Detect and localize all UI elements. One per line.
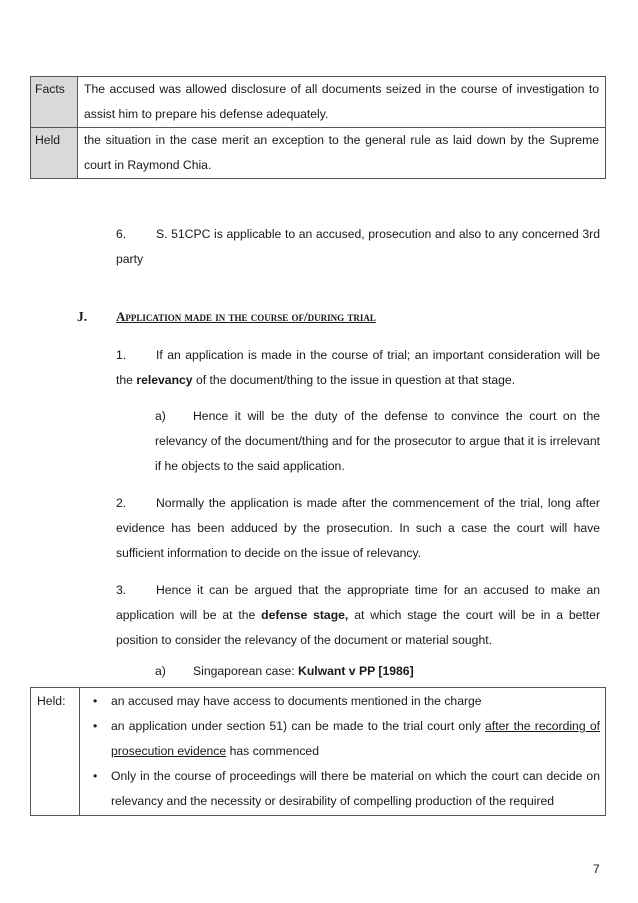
- held-table: [30, 687, 606, 816]
- paragraph-text: Normally the application is made after the commencement of the trial, long after evidence has been adduced by the prosecution. In such a case the court will have sufficient information to decide on the issue of relevancy.: [116, 496, 600, 560]
- list-item: [81, 714, 600, 764]
- list-item-text: Only in the course of proceedings will there be material on which the court can decide on relevancy and the necessity or desirability of compelling production of the required: [111, 769, 600, 808]
- paragraph-number: a): [155, 664, 166, 678]
- bullet-icon: •: [93, 694, 98, 708]
- underlined-text: after the recording of prosecution evidence: [111, 719, 601, 758]
- list-item: [81, 764, 600, 814]
- section-title: Application made in the course of/during trial: [116, 309, 376, 324]
- section-heading: [77, 309, 376, 325]
- bold-term: defense stage,: [261, 608, 349, 622]
- section-letter: J.: [77, 309, 88, 324]
- paragraph-3a: [155, 659, 600, 684]
- case-summary-table: [30, 76, 606, 179]
- row-label: Facts: [31, 77, 78, 128]
- paragraph-1: [116, 343, 600, 393]
- row-text: the situation in the case merit an exception to the general rule as laid down by the Supreme court in Raymond Chia.: [78, 128, 606, 179]
- table-row: [31, 128, 606, 179]
- bullet-list: [81, 689, 604, 814]
- row-text: The accused was allowed disclosure of all documents seized in the course of investigation to assist him to prepare his defense adequately.: [78, 77, 606, 128]
- paragraph-2: [116, 491, 600, 566]
- held-points: [80, 688, 606, 816]
- paragraph-3: [116, 578, 600, 653]
- paragraph-1a: [155, 404, 600, 479]
- paragraph-text: of the document/thing to the issue in question at that stage.: [192, 373, 516, 387]
- table-row: [31, 77, 606, 128]
- case-name: Kulwant v PP [1986]: [298, 664, 414, 678]
- row-label: Held:: [31, 688, 80, 816]
- paragraph-number: 3.: [116, 583, 127, 597]
- bullet-icon: •: [93, 719, 98, 733]
- row-label: Held: [31, 128, 78, 179]
- paragraph-6: [116, 222, 600, 272]
- paragraph-text: Hence it will be the duty of the defense to convince the court on the relevancy of the document/thing and for the prosecutor to argue that it is irrelevant if he objects to the said application.: [155, 409, 600, 473]
- bold-term: relevancy: [136, 373, 193, 387]
- page-number: 7: [593, 862, 600, 876]
- paragraph-number: a): [155, 409, 166, 423]
- paragraph-text: S. 51CPC is applicable to an accused, prosecution and also to any concerned 3rd party: [116, 227, 600, 266]
- list-item: [81, 689, 600, 714]
- table-row: [31, 688, 606, 816]
- list-item-text: has commenced: [226, 744, 319, 758]
- bullet-icon: •: [93, 769, 98, 783]
- paragraph-number: 2.: [116, 496, 127, 510]
- paragraph-text: at which stage the court will be in a better position to consider the relevancy of the document or material sought.: [116, 608, 601, 647]
- list-item-text: an accused may have access to documents mentioned in the charge: [111, 694, 482, 708]
- paragraph-text: Singaporean case:: [193, 664, 299, 678]
- paragraph-text: Hence it can be argued that the appropriate time for an accused to make an application will be at the: [116, 583, 600, 622]
- paragraph-text: If an application is made in the course of trial; an important consideration will be the: [116, 348, 600, 387]
- list-item-text: an application under section 51) can be made to the trial court only: [111, 719, 486, 733]
- paragraph-number: 1.: [116, 348, 127, 362]
- paragraph-number: 6.: [116, 227, 127, 241]
